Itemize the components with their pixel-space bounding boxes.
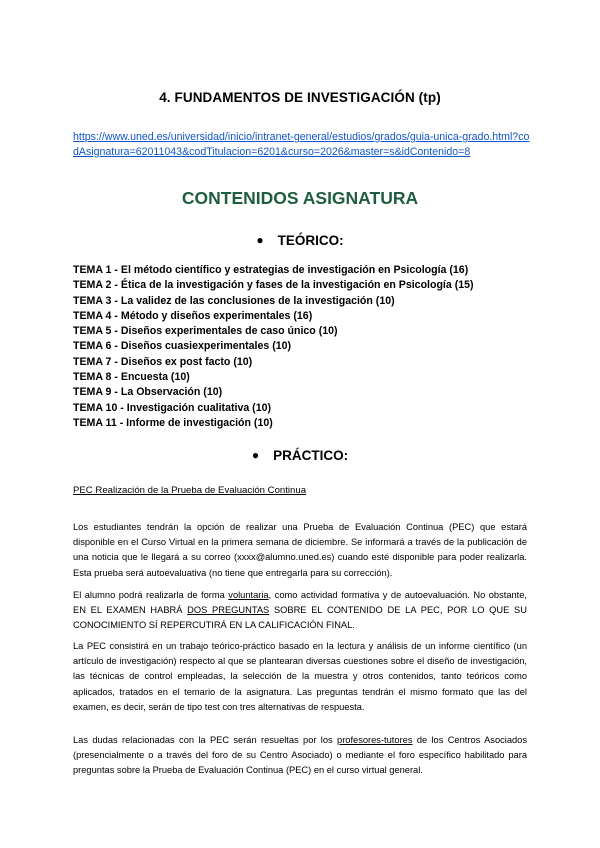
section-heading: CONTENIDOS ASIGNATURA bbox=[181, 188, 419, 208]
guide-link[interactable]: https://www.uned.es/universidad/inicio/intranet-general/estudios/grados/guia-unica-grado.html?codAsignatura=62011043&codTitulacion=6201&curso=2026&master=s&idContenido=8 bbox=[73, 131, 530, 158]
tema-item: TEMA 2 - Ética de la investigación y fases de la investigación en Psicología (15) bbox=[73, 279, 474, 292]
teorico-heading bbox=[0, 233, 600, 248]
paragraph-pec-content: La PEC consistirá en un trabajo teórico-práctico basado en la lectura y análisis de un informe científico (un artículo de investigación) respecto al que se plantearan diversas cuestiones sobre el diseño de investigación, las técnicas de control empleadas, la selección de la muestra y otros contenidos, tanto teóricos como aplicados, tratados en el temario de la asignatura. Las preguntas tendrán el mismo formato que las del examen, es decir, serán de tipo test con tres alternativas de respuesta. bbox=[73, 641, 527, 712]
bullet-icon: ● bbox=[256, 233, 264, 247]
teorico-heading-label: TEÓRICO: bbox=[277, 233, 344, 248]
paragraph-pec-intro: Los estudiantes tendrán la opción de realizar una Prueba de Evaluación Continua (PEC) que estará disponible en el Curso Virtual en la primera semana de diciembre. Se informará a través de la publicación de una noticia que le llegará a su correo (xxxx@alumno.uned.es) cuando esté disponible para poder realizarla. Esta prueba será autoevaluativa (no tiene que entregarla para su corrección). bbox=[73, 522, 527, 578]
practico-heading bbox=[0, 448, 600, 463]
pec-link[interactable]: PEC Realización de la Prueba de Evaluación Continua bbox=[73, 485, 307, 496]
tema-item: TEMA 10 - Investigación cualitativa (10) bbox=[73, 401, 272, 414]
document-title: 4. FUNDAMENTOS DE INVESTIGACIÓN (tp) bbox=[159, 90, 441, 105]
tema-item: TEMA 7 - Diseños ex post facto (10) bbox=[73, 355, 253, 368]
tema-item: TEMA 8 - Encuesta (10) bbox=[73, 371, 190, 384]
temas-list bbox=[73, 263, 543, 431]
paragraph-pec-voluntary: El alumno podrá realizarla de forma voluntaria, como actividad formativa y de autoevaluación. No obstante, EN EL EXAMEN HABRÁ DOS PREGUNTAS SOBRE EL CONTENIDO DE LA PEC, POR LO QUE SU CONOCIMIENTO SÍ REPERCUTIRÁ EN LA CALIFICACIÓN FINAL. bbox=[73, 590, 527, 631]
tema-item: TEMA 4 - Método y diseños experimentales (16) bbox=[73, 309, 313, 322]
tema-item: TEMA 5 - Diseños experimentales de caso único (10) bbox=[73, 325, 338, 338]
tema-item: TEMA 3 - La validez de las conclusiones de la investigación (10) bbox=[73, 294, 395, 307]
tema-item: TEMA 9 - La Observación (10) bbox=[73, 386, 223, 399]
paragraph-pec-doubts: Las dudas relacionadas con la PEC serán resueltas por los profesores-tutores de los Centros Asociados (presencialmente o a través del foro de su Centro Asociado) o mediante el foro específico habilitado para preguntas sobre la Prueba de Evaluación Continua (PEC) en el curso virtual general. bbox=[73, 735, 527, 776]
practico-heading-label: PRÁCTICO: bbox=[273, 448, 349, 463]
tema-item: TEMA 1 - El método científico y estrategias de investigación en Psicología (16) bbox=[73, 264, 469, 276]
tema-item: TEMA 11 - Informe de investigación (10) bbox=[73, 416, 273, 429]
bullet-icon: ● bbox=[251, 448, 260, 462]
tema-item: TEMA 6 - Diseños cuasiexperimentales (10) bbox=[73, 340, 292, 353]
